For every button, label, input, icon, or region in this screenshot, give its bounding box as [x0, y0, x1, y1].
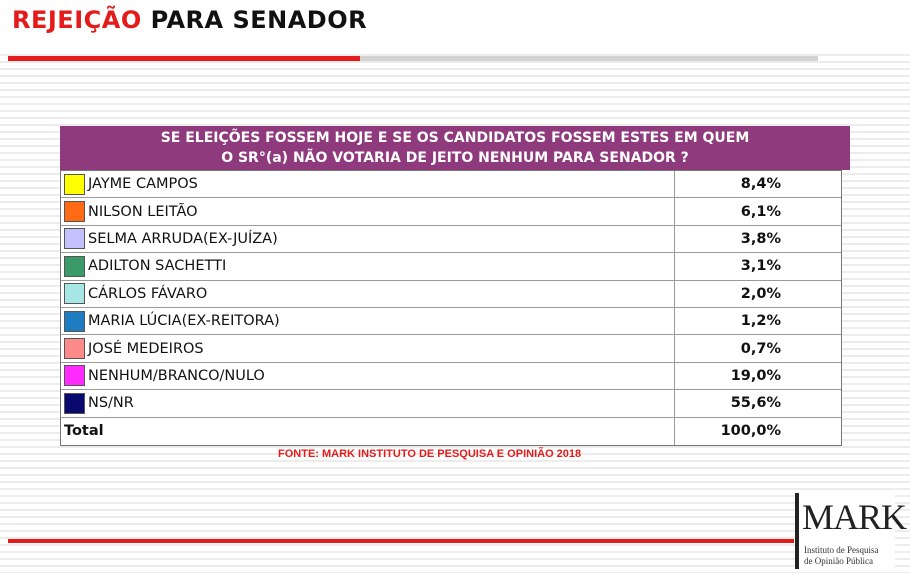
rejection-value: 6,1% — [740, 203, 781, 220]
legend-swatch — [64, 174, 85, 195]
candidate-name: JOSÉ MEDEIROS — [88, 340, 204, 357]
rejection-value: 0,7% — [740, 340, 781, 357]
legend-swatch — [64, 311, 85, 332]
table-row — [61, 390, 841, 417]
header-line-1: SE ELEIÇÕES FOSSEM HOJE E SE OS CANDIDATOS FOSSEM ESTES EM QUEM — [160, 130, 750, 146]
table-body — [60, 170, 842, 446]
table-row — [61, 253, 841, 280]
header-line-2: O SR°(a) NÃO VOTARIA DE JEITO NENHUM PARA SENADOR ? — [221, 150, 689, 166]
logo-subtitle — [804, 545, 879, 567]
title-area — [0, 0, 910, 50]
legend-swatch — [64, 201, 85, 222]
legend-swatch — [64, 228, 85, 249]
rejection-value: 19,0% — [730, 367, 781, 384]
row-name-cell — [61, 198, 675, 224]
table-row — [61, 363, 841, 390]
row-name-cell — [61, 363, 675, 389]
candidate-name: NILSON LEITÃO — [88, 203, 198, 220]
row-name-cell — [61, 171, 675, 197]
legend-swatch — [64, 256, 85, 277]
total-label: Total — [64, 423, 104, 440]
row-name-cell — [61, 253, 675, 279]
candidate-name: MARIA LÚCIA(EX-REITORA) — [88, 313, 280, 330]
legend-swatch — [64, 283, 85, 304]
total-row — [61, 418, 841, 445]
total-label-cell — [61, 418, 675, 445]
mark-logo — [795, 493, 907, 571]
row-name-cell — [61, 226, 675, 252]
rejection-value: 2,0% — [740, 285, 781, 302]
row-name-cell — [61, 281, 675, 307]
total-value: 100,0% — [720, 423, 781, 440]
legend-swatch — [64, 393, 85, 414]
rejection-value: 55,6% — [730, 395, 781, 412]
table-row — [61, 198, 841, 225]
candidate-name: JAYME CAMPOS — [88, 176, 198, 193]
table-row — [61, 281, 841, 308]
rejection-value: 3,1% — [740, 258, 781, 275]
table-row — [61, 226, 841, 253]
candidate-name: SELMA ARRUDA(EX-JUÍZA) — [88, 230, 278, 247]
red-divider-bottom — [8, 539, 794, 543]
table-header — [60, 126, 850, 170]
rejection-value: 8,4% — [740, 176, 781, 193]
gray-divider-top — [360, 56, 818, 61]
source-note: FONTE: MARK INSTITUTO DE PESQUISA E OPINIÃO 2018 — [278, 448, 582, 460]
row-name-cell — [61, 308, 675, 334]
title-black-part: PARA SENADOR — [150, 6, 368, 34]
rejection-table — [60, 126, 850, 446]
logo-wordmark: MARK — [802, 497, 907, 537]
red-divider-top — [8, 56, 360, 61]
logo-subtitle-line-2: de Opinião Pública — [804, 556, 873, 566]
legend-swatch — [64, 365, 85, 386]
logo-subtitle-line-1: Instituto de Pesquisa — [804, 545, 879, 555]
table-row — [61, 308, 841, 335]
candidate-name: ADILTON SACHETTI — [88, 258, 227, 275]
rejection-value: 3,8% — [740, 230, 781, 247]
logo-bar — [795, 493, 799, 569]
page-title — [12, 6, 367, 34]
legend-swatch — [64, 338, 85, 359]
table-row — [61, 335, 841, 362]
rejection-value: 1,2% — [740, 313, 781, 330]
candidate-name: CÁRLOS FÁVARO — [88, 285, 208, 302]
title-red-part: REJEIÇÃO — [12, 6, 142, 34]
candidate-name: NS/NR — [88, 395, 134, 412]
table-row — [61, 171, 841, 198]
candidate-name: NENHUM/BRANCO/NULO — [88, 367, 265, 384]
row-name-cell — [61, 390, 675, 416]
row-name-cell — [61, 335, 675, 361]
